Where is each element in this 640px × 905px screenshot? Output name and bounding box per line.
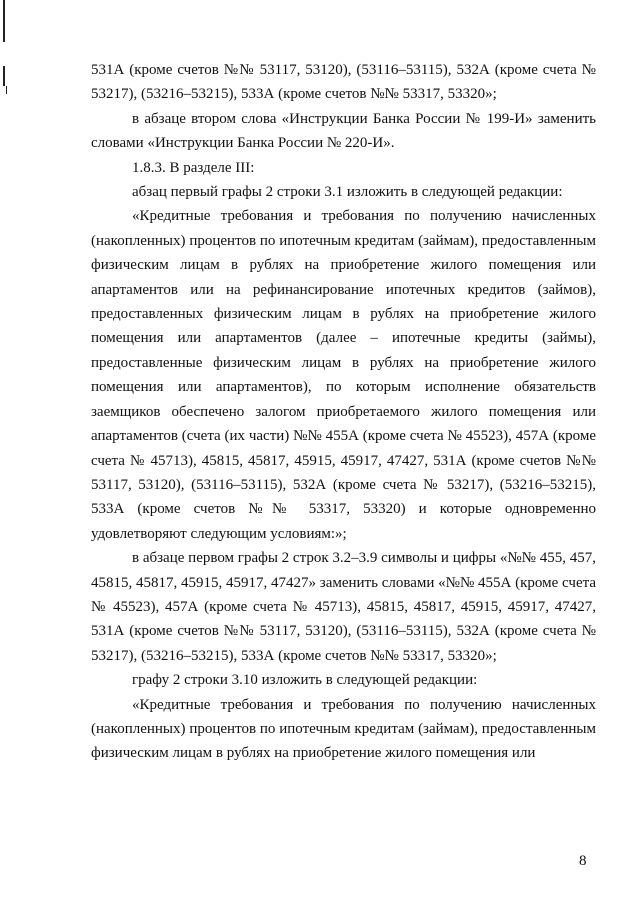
page-number: 8	[579, 853, 587, 869]
section-heading: 1.8.3. В разделе III:	[132, 159, 255, 176]
paragraph-row-3-1: абзац первый графы 2 строки 3.1 изложить в следующей редакции:	[132, 184, 563, 201]
margin-mark-small	[6, 86, 7, 94]
paragraph-row-3-10: графу 2 строки 3.10 изложить в следующей редакции:	[132, 672, 478, 689]
margin-mark-middle	[3, 66, 5, 86]
page-body	[91, 58, 596, 766]
paragraph-quoted-text-2: «Кредитные требования и требования по получению начисленных (накопленных) процентов по ипотечным кредитам (займам), предоставленным физическим лицам в рублях на приобретение жилого помещения или	[91, 696, 596, 762]
margin-mark-top	[3, 0, 5, 42]
paragraph-rows-3-2-3-9: в абзаце первом графы 2 строк 3.2–3.9 символы и цифры «№№ 455, 457, 45815, 45817, 45915, 45917, 47427» заменить словами «№№ 455А (кроме счета № 45523), 457А (кроме счета № 45713), 45815, 45817, 45915, 45917, 47427, 531А (кроме счетов №№ 53117, 53120), (53116–53115), 532А (кроме счета № 53217), (53216–53215), 533А (кроме счетов №№ 53317, 53320»;	[91, 550, 596, 664]
paragraph-quoted-text: «Кредитные требования и требования по получению начисленных (накопленных) процентов по ипотечным кредитам (займам), предоставленным физическим лицам в рублях на приобретение жилого помещения или апартаментов или на рефинансирование ипотечных кредитов (займов), предоставленных физическим лицам в рублях на приобретение жилого помещения или апартаментов (далее – ипотечные кредиты (займы), предоставленные физическим лицам в рублях на приобретение жилого помещения или апартаментов), по которым исполнение обязательств заемщиков обеспечено залогом приобретаемого жилого помещения или апартаментов (счета (их части) №№ 455А (кроме счета № 45523), 457А (кроме счета № 45713), 45815, 45817, 45915, 45917, 47427, 531А (кроме счетов №№ 53117, 53120), (53116–53115), 532А (кроме счета № 53217), (53216–53215), 533А (кроме счетов №№ 53317, 53320) и которые одновременно удовлетворяют следующим условиям:»;	[91, 208, 596, 542]
paragraph-amendment-instruction: в абзаце втором слова «Инструкции Банка России № 199-И» заменить словами «Инструкции Банка России № 220-И».	[91, 110, 596, 152]
paragraph-continuation: 531А (кроме счетов №№ 53117, 53120), (53116–53115), 532А (кроме счета № 53217), (53216–53215), 533А (кроме счетов №№ 53317, 53320»;	[91, 62, 596, 103]
